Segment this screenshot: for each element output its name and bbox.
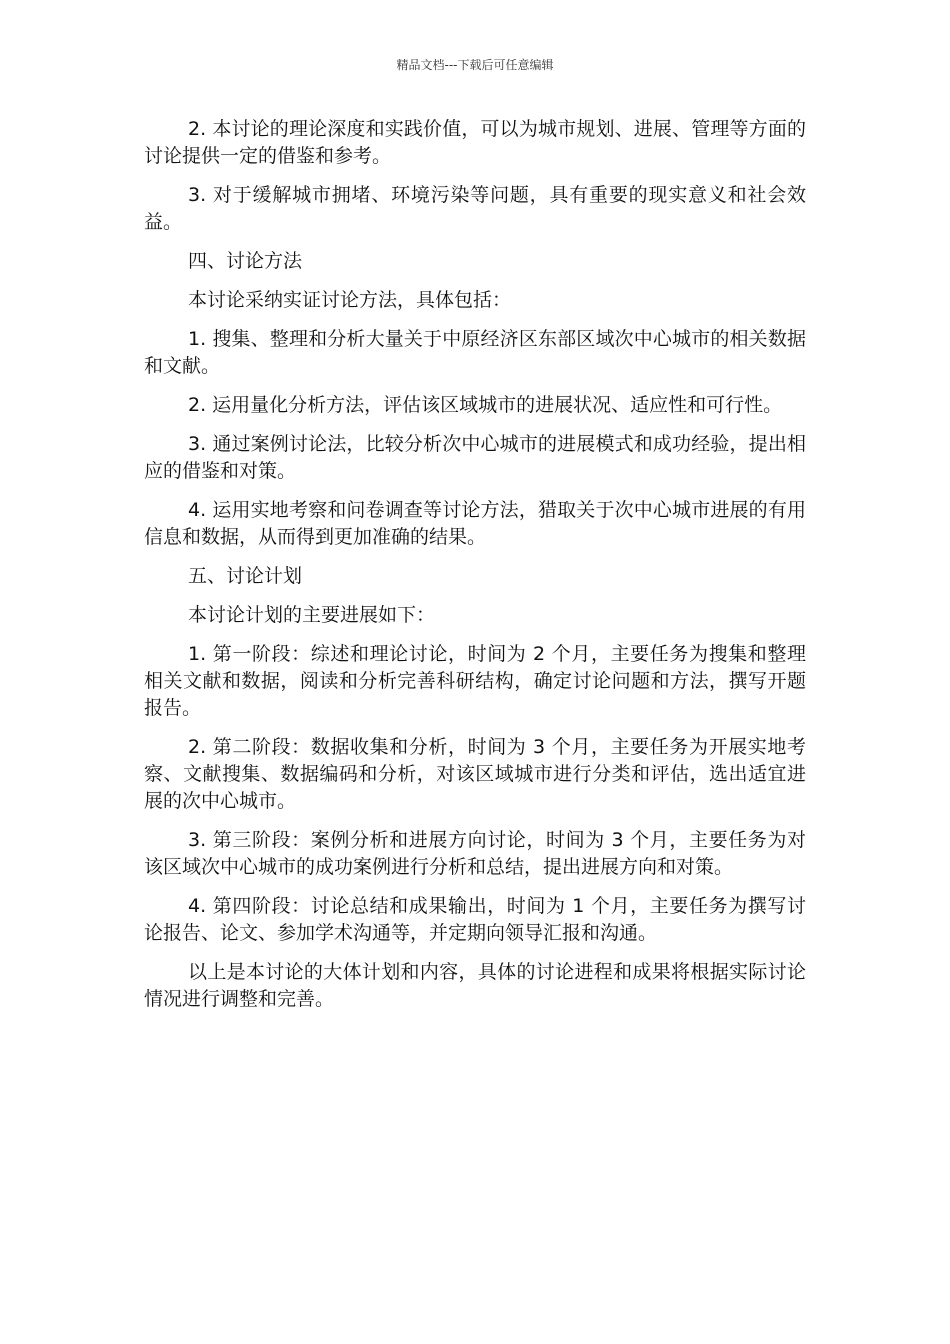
paragraph-methods-intro: 本讨论采纳实证讨论方法，具体包括： [188, 289, 512, 311]
paragraph-method-1: 1. 搜集、整理和分析大量关于中原经济区东部区域次中心城市的相关数据和文献。 [144, 328, 806, 377]
paragraph-plan-stage-3: 3. 第三阶段：案例分析和进展方向讨论，时间为 3 个月，主要任务为对该区域次中心城市的成功案例进行分析和总结，提出进展方向和对策。 [144, 829, 806, 878]
paragraph-plan-stage-1: 1. 第一阶段：综述和理论讨论，时间为 2 个月，主要任务为搜集和整理相关文献和数据，阅读和分析完善科研结构，确定讨论问题和方法，撰写开题报告。 [144, 643, 806, 719]
section-heading-methods: 四、讨论方法 [188, 250, 303, 272]
paragraph-conclusion: 以上是本讨论的大体计划和内容，具体的讨论进程和成果将根据实际讨论情况进行调整和完善。 [144, 961, 806, 1010]
paragraph-plan-intro: 本讨论计划的主要进展如下： [188, 604, 436, 626]
paragraph-plan-stage-2: 2. 第二阶段：数据收集和分析，时间为 3 个月，主要任务为开展实地考察、文献搜集、数据编码和分析，对该区域城市进行分类和评估，选出适宜进展的次中心城市。 [144, 736, 806, 812]
paragraph-significance-3: 3. 对于缓解城市拥堵、环境污染等问题，具有重要的现实意义和社会效益。 [144, 184, 806, 233]
section-heading-plan: 五、讨论计划 [188, 565, 303, 587]
page-header: 精品文档---下载后可任意编辑 [396, 58, 554, 72]
paragraph-significance-2: 2. 本讨论的理论深度和实践价值，可以为城市规划、进展、管理等方面的讨论提供一定的借鉴和参考。 [144, 118, 806, 167]
paragraph-method-3: 3. 通过案例讨论法，比较分析次中心城市的进展模式和成功经验，提出相应的借鉴和对策。 [144, 433, 806, 482]
paragraph-plan-stage-4: 4. 第四阶段：讨论总结和成果输出，时间为 1 个月，主要任务为撰写讨论报告、论文、参加学术沟通等，并定期向领导汇报和沟通。 [144, 895, 806, 944]
paragraph-method-2: 2. 运用量化分析方法，评估该区域城市的进展状况、适应性和可行性。 [188, 394, 783, 416]
paragraph-method-4: 4. 运用实地考察和问卷调查等讨论方法，猎取关于次中心城市进展的有用信息和数据，从而得到更加准确的结果。 [144, 499, 806, 548]
document-body [144, 116, 806, 1025]
